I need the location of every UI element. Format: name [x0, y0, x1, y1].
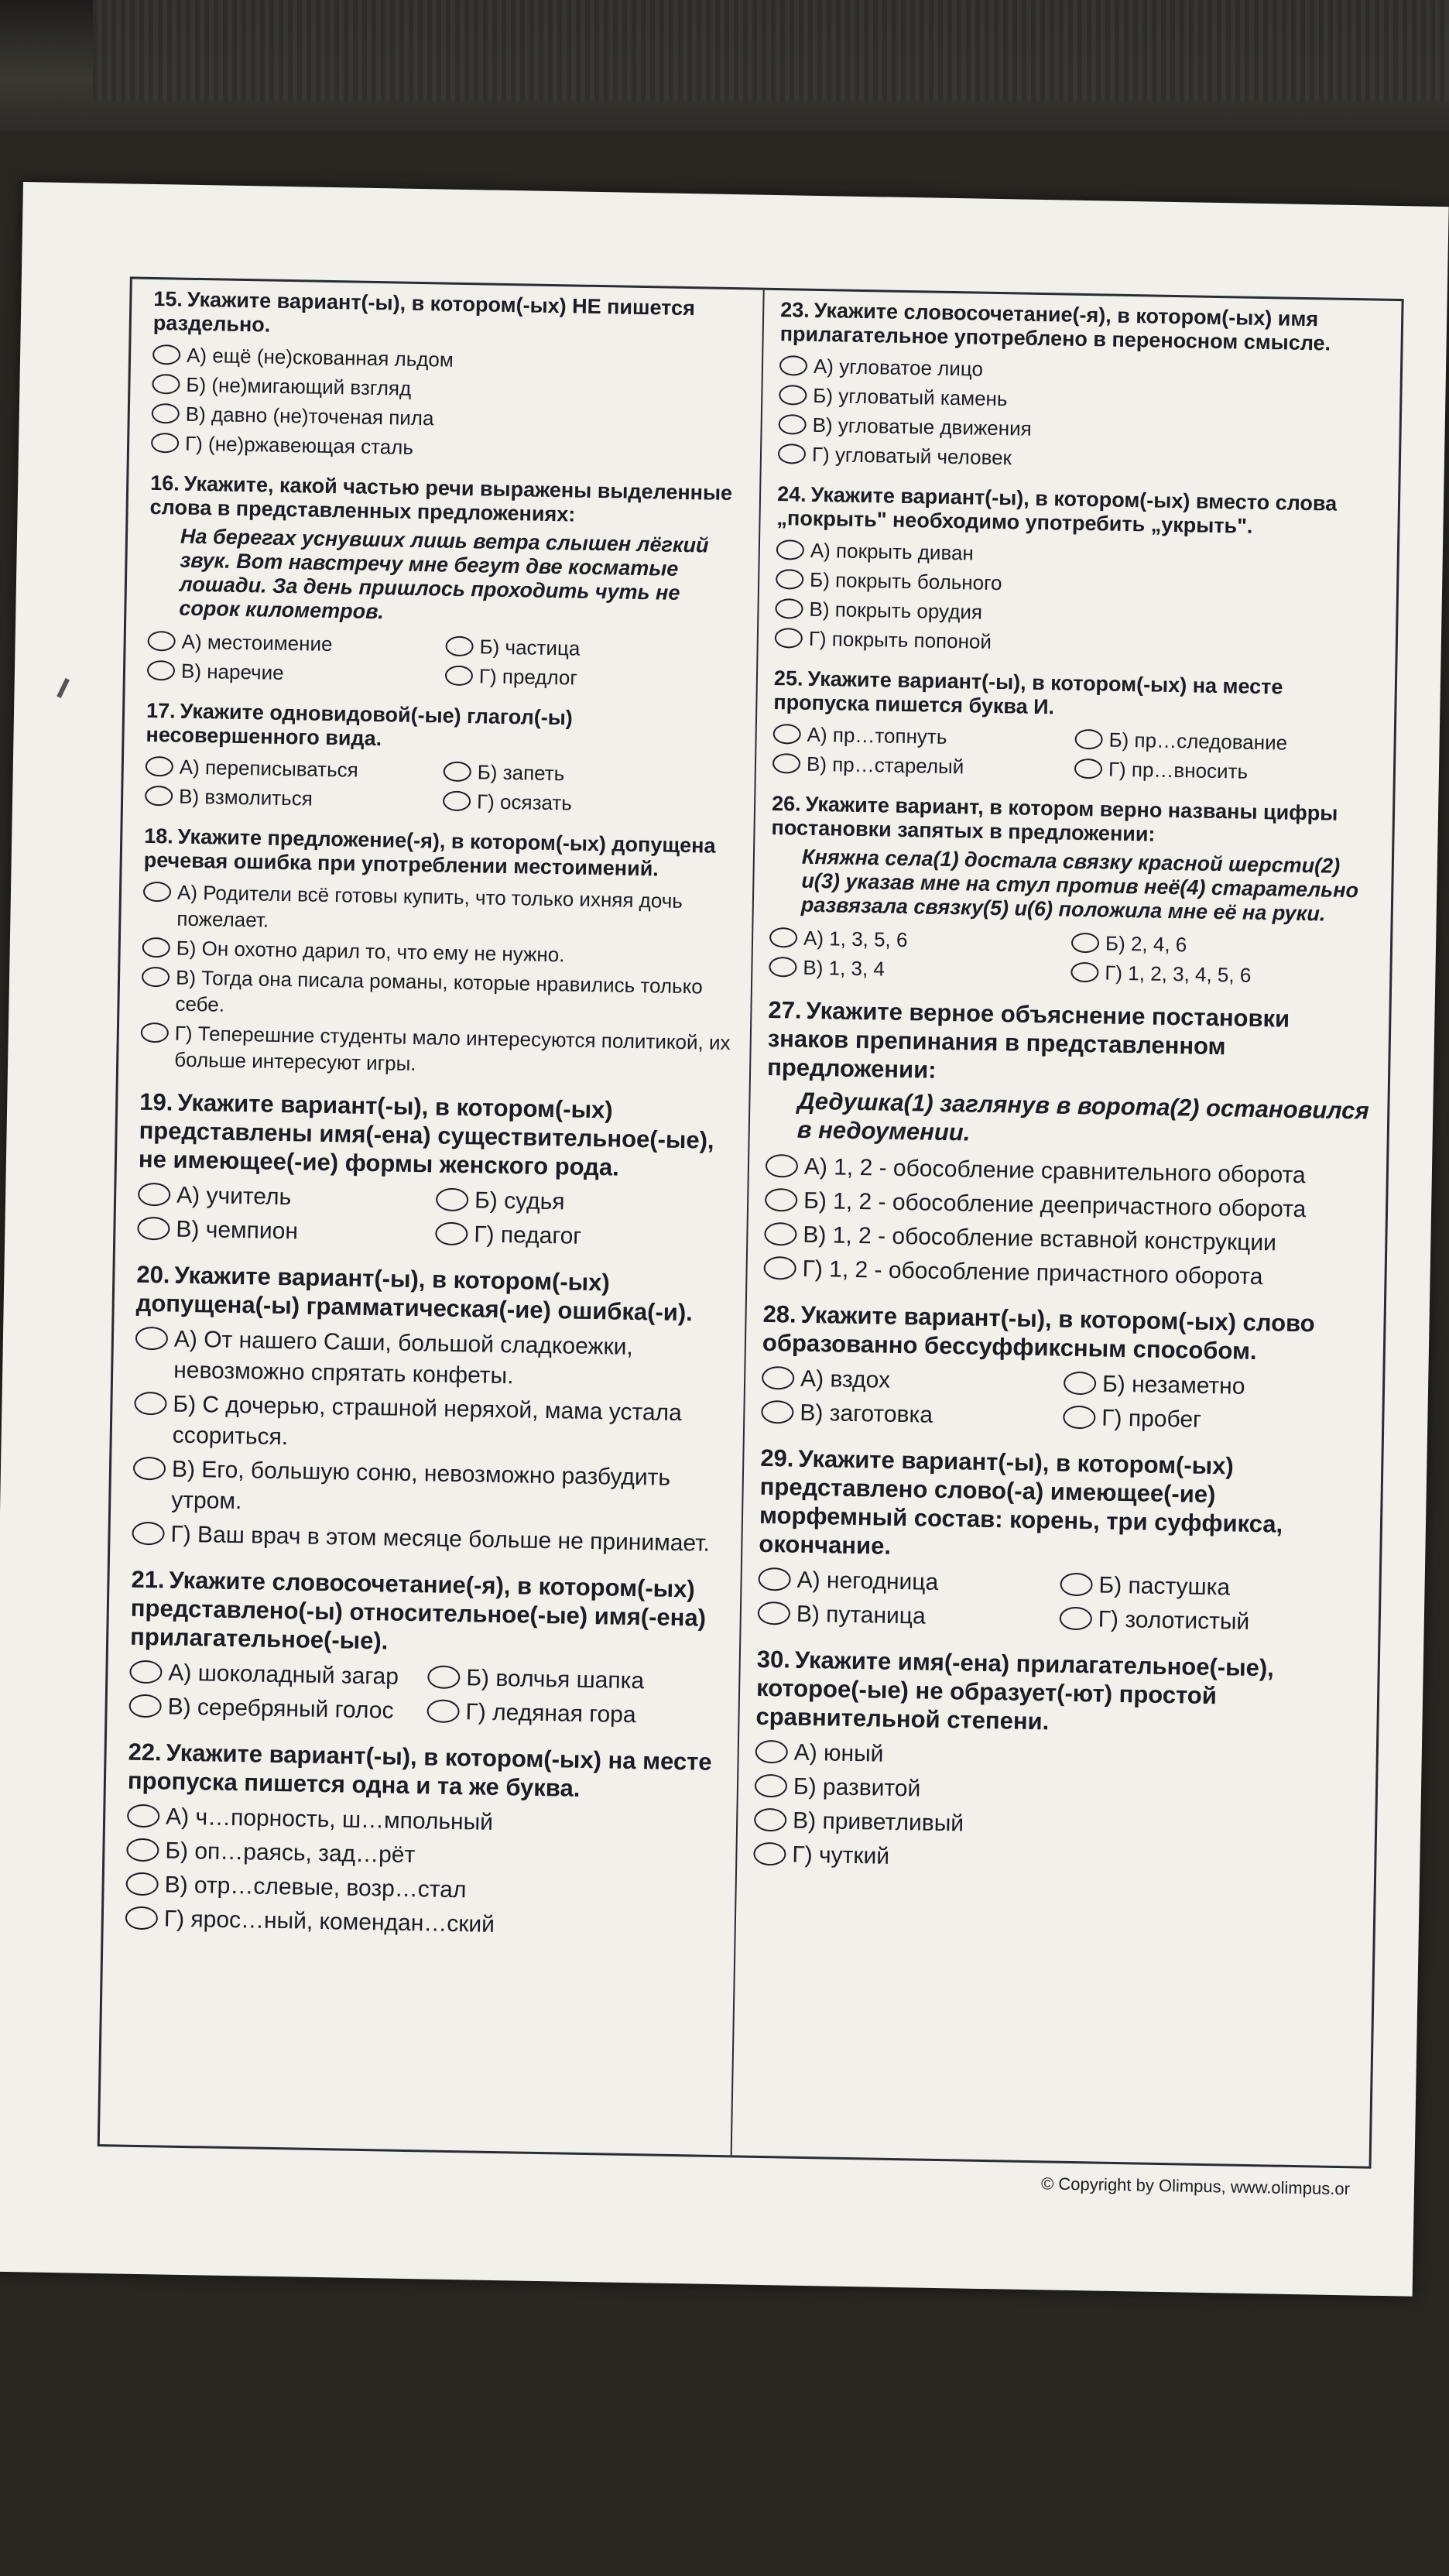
answer-options: [132, 1322, 731, 1561]
question-title: [135, 1260, 732, 1327]
question-number: 15.: [153, 286, 183, 311]
question-24: [775, 482, 1382, 663]
answer-option-label: Г) 1, 2 - обособление причастного оборота: [802, 1255, 1263, 1290]
answer-option-label: В) чемпион: [176, 1216, 299, 1245]
answer-bubble-icon[interactable]: [1064, 1372, 1097, 1396]
question-17: [145, 699, 742, 820]
question-title: [771, 792, 1375, 851]
answer-option-label: Б) развитой: [793, 1773, 921, 1802]
question-text: Укажите вариант(-ы), в котором(-ых) представлены имя(-ена) существительное(-ые), не имеющее(-ие) формы женского рода.: [138, 1088, 714, 1181]
answer-option-label: А) учитель: [176, 1182, 292, 1211]
answer-bubble-icon[interactable]: [126, 1838, 159, 1862]
answer-option[interactable]: [443, 759, 742, 790]
answer-option-label: А) местоимение: [181, 629, 333, 656]
question-title: [146, 699, 742, 757]
answer-option-label: Б) судья: [474, 1187, 565, 1215]
question-passage: На берегах уснувших лишь ветра слышен лёгкий звук. Вот навстречу мне бегут две косматые лошади. За день пришлось проходить чуть не сорок километров.: [179, 524, 709, 624]
question-text: Укажите верное объяснение постановки знаков препинания в представленном предложении:: [766, 996, 1290, 1084]
answer-options: [757, 1563, 1362, 1642]
answer-bubble-icon[interactable]: [135, 1327, 169, 1351]
answer-bubble-icon[interactable]: [762, 1366, 795, 1390]
answer-bubble-icon[interactable]: [1074, 729, 1102, 750]
question-text: Укажите вариант, в котором верно названы цифры постановки запятых в предложении:: [771, 792, 1338, 846]
answer-option[interactable]: [141, 964, 738, 1026]
answer-option-label: Б) С дочерью, страшной неряхой, мама устала ссориться.: [172, 1391, 683, 1451]
answer-bubble-icon[interactable]: [146, 756, 173, 777]
question-30: [753, 1645, 1361, 1882]
answer-option[interactable]: [142, 879, 739, 941]
question-title: [139, 1088, 736, 1184]
answer-option-label: В) приветливый: [792, 1807, 964, 1837]
answer-option-label: Б) незаметно: [1101, 1371, 1245, 1399]
question-number: 22.: [128, 1738, 163, 1766]
answer-option-label: Б) Он охотно дарил то, что ему не нужно.: [176, 936, 565, 967]
question-number: 24.: [776, 482, 807, 506]
question-text: Укажите словосочетание(-я), в котором(-ых) имя прилагательное употреблено в переносном смысле.: [779, 298, 1331, 355]
answer-option-label: Г) угловатый человек: [811, 442, 1012, 470]
answer-options: [128, 1656, 725, 1734]
answer-option[interactable]: [769, 924, 1072, 956]
answer-option-label: А) юный: [793, 1739, 884, 1767]
question-number: 27.: [768, 995, 802, 1024]
answer-option-label: В) взмолиться: [178, 784, 313, 810]
answer-bubble-icon[interactable]: [1060, 1607, 1093, 1631]
answer-option-label: В) 1, 2 - обособление вставной конструкции: [803, 1221, 1277, 1256]
answer-bubble-icon[interactable]: [152, 344, 180, 365]
answer-bubble-icon[interactable]: [143, 882, 171, 903]
answer-option[interactable]: [137, 1214, 436, 1250]
question-number: 26.: [771, 792, 801, 816]
answer-option[interactable]: [1063, 1403, 1365, 1439]
answer-bubble-icon[interactable]: [151, 433, 179, 454]
answer-option-label: А) Родители всё готовы купить, что только ихняя дочь пожелает.: [176, 880, 683, 932]
question-number: 21.: [131, 1565, 165, 1594]
answer-bubble-icon[interactable]: [129, 1660, 163, 1684]
question-text: Укажите вариант(-ы), в котором(-ых) на месте пропуска пишется буква И.: [773, 666, 1283, 719]
question-16: [147, 471, 747, 695]
answer-options: [145, 752, 742, 820]
question-number: 19.: [139, 1088, 173, 1116]
question-27: [763, 995, 1372, 1297]
answer-bubble-icon[interactable]: [127, 1804, 160, 1828]
answer-bubble-icon[interactable]: [766, 1154, 799, 1178]
answer-bubble-icon[interactable]: [1070, 962, 1098, 983]
answer-bubble-icon[interactable]: [1063, 1406, 1096, 1430]
answer-options: [151, 340, 749, 468]
answer-option-label: Г) ледяная гора: [465, 1699, 636, 1728]
answer-option-label: В) заготовка: [800, 1399, 933, 1428]
question-title: [767, 995, 1372, 1092]
question-text: Укажите, какой частью речи выражены выделенные слова в представленных предложениях:: [149, 471, 733, 526]
question-18: [140, 824, 741, 1084]
answer-bubble-icon[interactable]: [445, 636, 473, 657]
answer-option-label: Г) Теперешние студенты мало интересуются политикой, их больше интересуют игры.: [173, 1021, 731, 1076]
question-passage: Княжна села(1) достала связку красной шерсти(2) и(3) указав мне на стул против неё(4) старательно развязала связку(5) и(6) положила мне её на руки.: [800, 844, 1359, 926]
question-number: 18.: [144, 824, 174, 848]
answer-option[interactable]: [427, 1662, 726, 1698]
answer-bubble-icon[interactable]: [1071, 933, 1099, 954]
answer-option-label: А) угловатое лицо: [813, 354, 984, 381]
answer-option[interactable]: [125, 1903, 722, 1944]
answer-bubble-icon[interactable]: [772, 753, 800, 774]
question-title: [762, 1300, 1367, 1368]
answer-option-label: В) давно (не)точеная пила: [185, 402, 434, 430]
answer-option[interactable]: [128, 1691, 427, 1728]
answer-option-label: Б) покрыть больного: [809, 567, 1002, 595]
answer-options: [753, 1735, 1359, 1882]
question-number: 30.: [756, 1645, 791, 1673]
right-column: [753, 298, 1385, 1896]
question-number: 28.: [762, 1300, 797, 1328]
answer-option[interactable]: [145, 783, 444, 814]
answer-bubble-icon[interactable]: [427, 1665, 461, 1689]
question-title: [759, 1444, 1364, 1569]
question-21: [128, 1565, 727, 1734]
question-25: [772, 666, 1378, 789]
answer-option-label: Б) 2, 4, 6: [1105, 931, 1187, 957]
question-text: Укажите вариант(-ы), в котором(-ых) слово образованно бессуффиксным способом.: [762, 1300, 1315, 1365]
answer-bubble-icon[interactable]: [435, 1222, 468, 1246]
question-title: [773, 666, 1378, 725]
question-22: [125, 1738, 724, 1946]
copyright-text: © Copyright by Olimpus, www.olimpus.or: [1040, 2174, 1351, 2199]
question-29: [757, 1444, 1364, 1642]
answer-bubble-icon[interactable]: [772, 724, 800, 745]
question-text: Укажите предложение(-я), в котором(-ых) допущена речевая ошибка при употреблении местоимений.: [143, 824, 716, 881]
answer-option[interactable]: [445, 663, 744, 694]
pen-mark: [57, 678, 70, 698]
answer-option-label: В) наречие: [180, 659, 284, 684]
answer-bubble-icon[interactable]: [761, 1400, 794, 1424]
answer-option-label: Г) Ваш врач в этом месяце больше не принимает.: [170, 1521, 711, 1557]
answer-options: [125, 1800, 723, 1946]
answer-option[interactable]: [758, 1564, 1060, 1601]
answer-option[interactable]: [1071, 930, 1374, 961]
answer-bubble-icon[interactable]: [769, 957, 796, 978]
answer-option[interactable]: [147, 628, 446, 659]
answer-bubble-icon[interactable]: [753, 1842, 786, 1866]
answer-bubble-icon[interactable]: [142, 967, 170, 988]
answer-option[interactable]: [762, 1363, 1064, 1399]
answer-bubble-icon[interactable]: [125, 1872, 159, 1896]
answer-options: [772, 719, 1377, 789]
answer-bubble-icon[interactable]: [763, 1256, 796, 1280]
answer-options: [761, 1362, 1365, 1440]
question-title: [143, 824, 740, 882]
answer-option-label: Г) чуткий: [792, 1841, 890, 1869]
answer-bubble-icon[interactable]: [755, 1774, 788, 1798]
question-title: [755, 1645, 1361, 1742]
test-sheet: [0, 182, 1449, 2297]
answer-bubble-icon[interactable]: [426, 1699, 460, 1723]
answer-bubble-icon[interactable]: [152, 374, 180, 395]
answer-option-label: В) угловатые движения: [812, 413, 1032, 440]
answer-option[interactable]: [129, 1657, 428, 1694]
answer-bubble-icon[interactable]: [443, 791, 471, 812]
answer-option-label: Б) частица: [479, 635, 581, 660]
answer-option-label: В) 1, 3, 4: [803, 955, 886, 981]
question-number: 29.: [760, 1444, 794, 1472]
answer-option-label: Г) пр…вносить: [1108, 757, 1249, 783]
question-23: [778, 298, 1385, 479]
answer-option-label: Б) угловатый камень: [813, 383, 1008, 411]
question-20: [132, 1260, 732, 1561]
answer-option-label: Г) осязать: [476, 790, 573, 815]
answer-options: [147, 626, 744, 695]
answer-bubble-icon[interactable]: [436, 1188, 469, 1212]
question-text: Укажите одновидовой(-ые) глагол(-ы) несовершенного вида.: [146, 699, 574, 751]
answer-option[interactable]: [132, 1519, 728, 1560]
answer-option[interactable]: [133, 1389, 730, 1461]
answer-options: [775, 535, 1381, 663]
question-title: [128, 1738, 724, 1805]
answer-bubble-icon[interactable]: [444, 762, 471, 783]
answer-option-label: Б) пр…следование: [1108, 728, 1288, 755]
answer-option[interactable]: [138, 1180, 437, 1216]
question-26: [769, 792, 1375, 992]
answer-bubble-icon[interactable]: [142, 937, 170, 958]
answer-bubble-icon[interactable]: [769, 927, 797, 948]
answer-bubble-icon[interactable]: [152, 403, 180, 424]
answer-option[interactable]: [758, 1598, 1060, 1635]
answer-bubble-icon[interactable]: [776, 540, 804, 560]
question-text: Укажите вариант(-ы), в котором(-ых) на месте пропуска пишется одна и та же буква.: [127, 1738, 712, 1802]
answer-option[interactable]: [426, 1696, 725, 1732]
answer-option-label: Б) запеть: [477, 760, 565, 786]
answer-option[interactable]: [146, 753, 444, 785]
answer-bubble-icon[interactable]: [755, 1740, 788, 1764]
answer-option-label: А) ч…порность, ш…мпольный: [165, 1804, 494, 1835]
answer-options: [763, 1149, 1369, 1297]
answer-bubble-icon[interactable]: [134, 1392, 167, 1416]
answer-bubble-icon[interactable]: [754, 1808, 787, 1832]
answer-option-label: В) покрыть орудия: [809, 597, 983, 624]
answer-option-label: Г) ярос…ный, комендан…ский: [163, 1906, 495, 1937]
left-column: [125, 287, 749, 1960]
answer-options: [137, 1178, 734, 1256]
answer-option[interactable]: [763, 1253, 1368, 1295]
answer-option-label: Б) оп…раясь, зад…рёт: [165, 1838, 416, 1869]
answer-option-label: В) путаница: [796, 1601, 926, 1629]
answer-bubble-icon[interactable]: [765, 1188, 798, 1212]
answer-option[interactable]: [1074, 726, 1377, 758]
answer-option-label: Г) покрыть попоной: [808, 626, 992, 653]
questions-frame: [98, 276, 1404, 2168]
answer-option-label: А) 1, 2 - обособление сравнительного оборота: [803, 1153, 1306, 1189]
question-number: 16.: [149, 471, 180, 495]
answer-option[interactable]: [1070, 959, 1373, 991]
answer-bubble-icon[interactable]: [138, 1183, 171, 1207]
answer-bubble-icon[interactable]: [145, 786, 173, 807]
question-title: [149, 471, 746, 529]
question-title: [153, 287, 750, 345]
answer-option-label: А) пр…топнуть: [807, 722, 947, 748]
answer-option[interactable]: [147, 657, 446, 689]
question-19: [137, 1088, 735, 1256]
answer-option[interactable]: [135, 1324, 731, 1396]
question-title: [779, 298, 1384, 357]
answer-option-label: А) переписываться: [179, 755, 358, 782]
answer-bubble-icon[interactable]: [137, 1217, 170, 1241]
answer-bubble-icon[interactable]: [779, 385, 807, 406]
answer-option-label: В) серебряный голос: [167, 1694, 394, 1724]
answer-bubble-icon[interactable]: [776, 569, 803, 590]
question-passage: Дедушка(1) заглянув в ворота(2) остановился в недоумении.: [796, 1087, 1369, 1146]
answer-option[interactable]: [1060, 1570, 1362, 1606]
question-text: Укажите имя(-ена) прилагательное(-ые), которое(-ые) не образует(-ют) простой сравнительной степени.: [755, 1646, 1275, 1735]
answer-option[interactable]: [445, 633, 744, 665]
answer-options: [769, 923, 1373, 992]
answer-option-label: Г) (не)ржавеющая сталь: [184, 431, 414, 459]
answer-option-label: А) ещё (не)скованная льдом: [186, 343, 454, 372]
answer-bubble-icon[interactable]: [1060, 1573, 1093, 1597]
question-title: [130, 1565, 728, 1661]
answer-option[interactable]: [140, 1019, 737, 1082]
answer-bubble-icon[interactable]: [128, 1694, 162, 1718]
question-text: Укажите вариант(-ы), в котором(-ых) НЕ пишется раздельно.: [152, 287, 696, 337]
answer-option-label: В) Его, большую соню, невозможно разбудить утром.: [171, 1456, 671, 1515]
answer-option-label: В) Тогда она писала романы, которые нравились только себе.: [175, 965, 704, 1016]
answer-option[interactable]: [1064, 1368, 1366, 1405]
answer-options: [140, 877, 739, 1084]
answer-bubble-icon[interactable]: [758, 1567, 791, 1591]
answer-bubble-icon[interactable]: [141, 1023, 169, 1043]
answer-option[interactable]: [443, 788, 742, 820]
answer-option[interactable]: [132, 1454, 729, 1526]
answer-option[interactable]: [436, 1185, 735, 1221]
answer-option-label: А) вздох: [800, 1365, 891, 1393]
question-number: 17.: [146, 698, 176, 723]
question-15: [151, 287, 750, 468]
answer-option-label: Г) пробег: [1101, 1405, 1202, 1433]
answer-bubble-icon[interactable]: [147, 660, 175, 681]
answer-bubble-icon[interactable]: [775, 598, 803, 619]
answer-bubble-icon[interactable]: [775, 628, 803, 649]
answer-bubble-icon[interactable]: [758, 1601, 791, 1625]
answer-option-label: А) 1, 3, 5, 6: [803, 926, 908, 952]
question-text: Укажите вариант(-ы), в котором(-ых) вместо слова „покрыть" необходимо употребить „укрыть".: [776, 482, 1338, 538]
answer-option-label: Г) 1, 2, 3, 4, 5, 6: [1105, 961, 1252, 987]
answer-option[interactable]: [772, 721, 1075, 752]
answer-bubble-icon[interactable]: [132, 1522, 165, 1546]
question-number: 20.: [136, 1260, 170, 1289]
answer-bubble-icon[interactable]: [445, 666, 473, 687]
answer-option[interactable]: [435, 1219, 734, 1255]
answer-option-label: Г) золотистый: [1098, 1606, 1250, 1635]
answer-option-label: Б) волчья шапка: [466, 1665, 645, 1694]
answer-options: [778, 351, 1384, 479]
background-strap: [0, 0, 1449, 132]
answer-option[interactable]: [761, 1397, 1064, 1434]
answer-option-label: А) покрыть диван: [810, 538, 975, 565]
answer-bubble-icon[interactable]: [764, 1222, 797, 1246]
answer-option[interactable]: [769, 954, 1071, 985]
answer-option-label: Г) предлог: [478, 664, 578, 690]
answer-option-label: В) отр…слевые, возр…стал: [164, 1872, 467, 1903]
question-28: [761, 1300, 1367, 1440]
answer-option-label: Б) (не)мигающий взгляд: [186, 372, 412, 400]
answer-option[interactable]: [1059, 1604, 1362, 1640]
answer-option-label: Б) пастушка: [1098, 1572, 1231, 1601]
answer-bubble-icon[interactable]: [779, 355, 807, 376]
strap-texture: [93, 0, 1449, 101]
answer-option-label: Б) 1, 2 - обособление деепричастного оборота: [803, 1187, 1307, 1223]
answer-option[interactable]: [1074, 755, 1377, 787]
answer-option[interactable]: [753, 1839, 1358, 1881]
question-number: 23.: [780, 298, 810, 322]
answer-option-label: В) пр…старелый: [806, 752, 964, 779]
answer-option-label: А) негодница: [796, 1567, 939, 1595]
answer-bubble-icon[interactable]: [778, 444, 806, 464]
answer-option-label: А) От нашего Саши, большой сладкоежки, невозможно спрятать конфеты.: [173, 1326, 634, 1389]
copyright-notice: [1041, 2174, 1350, 2199]
question-title: [776, 482, 1381, 541]
question-text: Укажите вариант(-ы), в котором(-ых) допущена(-ы) грамматическая(-ие) ошибка(-и).: [135, 1261, 694, 1327]
answer-bubble-icon[interactable]: [147, 631, 175, 652]
answer-option-label: А) шоколадный загар: [168, 1660, 399, 1690]
answer-bubble-icon[interactable]: [125, 1906, 159, 1930]
question-text: Укажите словосочетание(-я), в котором(-ых) представлено(-ы) относительное(-ые) имя(-ена) прилагательное(-ые).: [129, 1566, 707, 1655]
answer-bubble-icon[interactable]: [1074, 759, 1102, 779]
question-number: 25.: [773, 666, 803, 690]
answer-bubble-icon[interactable]: [133, 1457, 166, 1481]
answer-bubble-icon[interactable]: [778, 414, 806, 435]
answer-option[interactable]: [772, 750, 1075, 782]
question-text: Укажите вариант(-ы), в котором(-ых) представлено слово(-а) имеющее(-ие) морфемный состав: корень, три суффикса, окончание.: [759, 1444, 1283, 1560]
answer-option-label: Г) педагог: [474, 1221, 582, 1249]
